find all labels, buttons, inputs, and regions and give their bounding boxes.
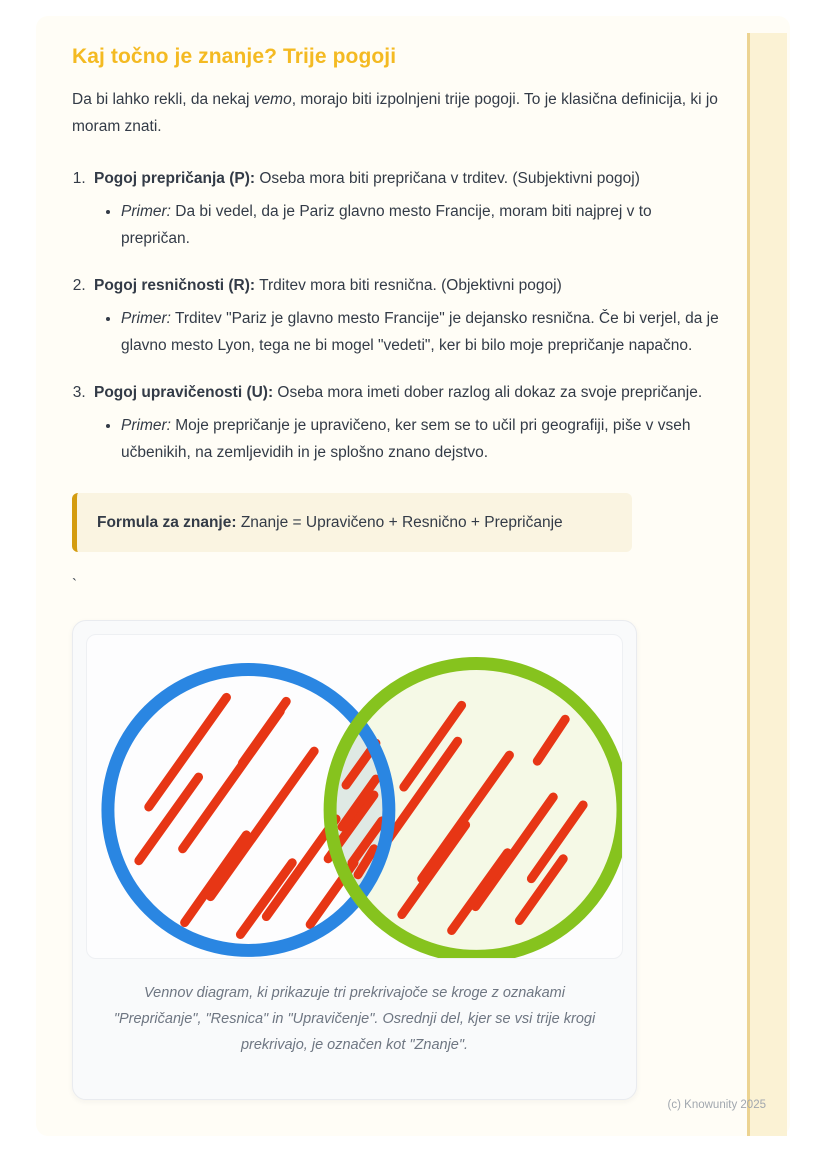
- condition-2-text: Trditev mora biti resnična. (Objektivni pogoj): [255, 277, 562, 294]
- condition-3-lead: Pogoj upravičenosti (U):: [94, 384, 274, 401]
- example-item-2: [121, 305, 722, 359]
- intro-paragraph: [72, 86, 722, 140]
- figure-image-panel: [86, 634, 623, 959]
- example-list-3: [94, 412, 722, 466]
- example-item-3: [121, 412, 722, 466]
- condition-1-lead: Pogoj prepričanja (P):: [94, 170, 256, 187]
- condition-item-1: [90, 165, 722, 252]
- example-list-2: [94, 305, 722, 359]
- formula-callout-text: Znanje = Upravičeno + Resnično + Prepričanje: [236, 514, 563, 531]
- condition-item-2: [90, 272, 722, 359]
- figure-card: [72, 620, 637, 1100]
- intro-emphasis: vemo: [253, 91, 292, 108]
- example-2-lead: Primer:: [121, 310, 171, 327]
- condition-item-3: [90, 379, 722, 466]
- venn-diagram: [87, 635, 622, 958]
- intro-text-post: , morajo biti izpolnjeni trije pogoji. To je klasična definicija, ki jo moram znati.: [72, 91, 718, 135]
- article-content: [36, 16, 790, 1100]
- example-1-text: Da bi vedel, da je Pariz glavno mesto Francije, moram biti najprej v to prepričan.: [121, 203, 652, 247]
- example-list-1: [94, 198, 722, 252]
- page-title: Kaj točno je znanje? Trije pogoji: [72, 45, 397, 68]
- condition-1-text: Oseba mora biti prepričana v trditev. (Subjektivni pogoj): [255, 170, 640, 187]
- formula-callout: [72, 493, 632, 552]
- conditions-list: [72, 165, 722, 466]
- condition-3-text: Oseba mora imeti dober razlog ali dokaz za svoje prepričanje.: [273, 384, 703, 401]
- example-2-text: Trditev "Pariz je glavno mesto Francije" je dejansko resnična. Če bi verjel, da je glavno mesto Lyon, tega ne bi mogel "vedeti", ker bi bilo moje prepričanje napačno.: [121, 310, 719, 354]
- example-item-1: [121, 198, 722, 252]
- example-1-lead: Primer:: [121, 203, 171, 220]
- example-3-text: Moje prepričanje je upravičeno, ker sem se to učil pri geografiji, piše v vseh učbenikih, na zemljevidih in je splošno znano dejstvo.: [121, 417, 691, 461]
- intro-text-pre: Da bi lahko rekli, da nekaj: [72, 91, 254, 108]
- example-3-lead: Primer:: [121, 417, 171, 434]
- document-sheet: [36, 16, 790, 1136]
- condition-2-lead: Pogoj resničnosti (R):: [94, 277, 256, 294]
- stray-backtick: `: [72, 576, 77, 593]
- figure-caption: Vennov diagram, ki prikazuje tri prekrivajoče se kroge z oznakami "Prepričanje", "Resnica" in "Upravičenje". Osrednji del, kjer se vsi trije krogi prekrivajo, je označen kot "Znanje".: [113, 985, 596, 1053]
- copyright-note: (c) Knowunity 2025: [667, 1099, 766, 1111]
- formula-callout-lead: Formula za znanje:: [97, 514, 237, 531]
